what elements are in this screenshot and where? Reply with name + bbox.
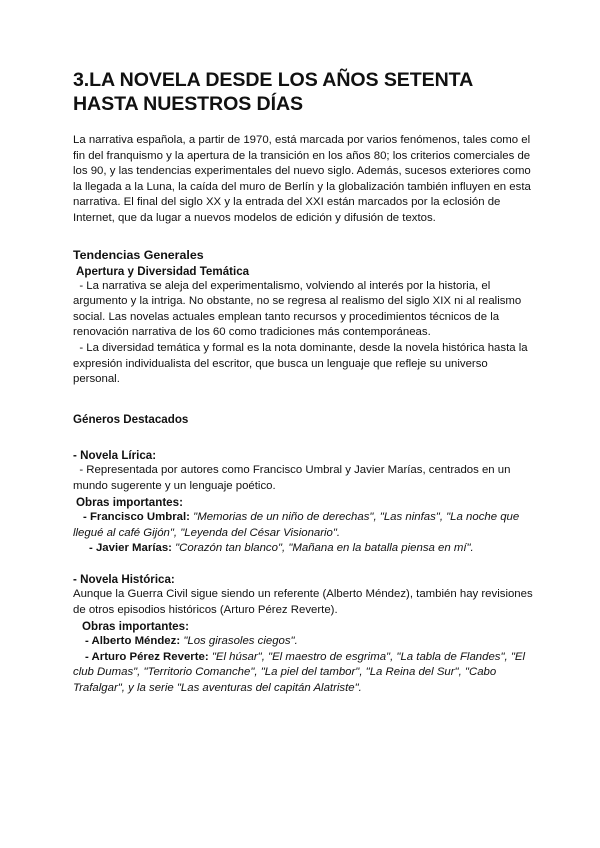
intro-paragraph: La narrativa española, a partir de 1970, está marcada por varios fenómenos, tales como el fin del franquismo y la apertura de la transición en los años 80; los criterios comerciales de los 90, y las tendencias experimentales del nuevo siglo. Además, sucesos exteriores como la llegada a la Luna, la caída del muro de Berlín y la globalización también influyen en esta narrativa. El final del siglo XX y la entrada del XXI están marcados por la eclosión de Internet, que da lugar a nuevos modelos de edición y difusión de textos. <box>73 134 531 224</box>
novela-lirica-heading: - Novela Lírica: <box>73 448 157 462</box>
marias-author: - Javier Marías: <box>89 542 172 555</box>
umbral-works-entry <box>73 510 533 541</box>
marias-works-entry <box>73 541 533 557</box>
tendencias-paragraph-1: - La narrativa se aleja del experimentalismo, volviendo al interés por la historia, el argumento y la intriga. No obstante, no se regresa al realismo del siglo XIX ni al realismo social. Las novelas actuales emplean tanto recursos y procedimientos técnicos de la renovación narrativa de los 60 como tradiciones más contemporáneas. <box>73 279 525 339</box>
novela-historica-description: Aunque la Guerra Civil sigue siendo un referente (Alberto Méndez), también hay revisiones de otros episodios históricos (Arturo Pérez Reverte). <box>73 588 533 617</box>
title-line-2: HASTA NUESTROS DÍAS <box>73 93 303 115</box>
tendencias-heading: Tendencias Generales <box>73 247 204 262</box>
page-title <box>73 68 533 116</box>
umbral-author: - Francisco Umbral: <box>83 511 190 524</box>
tendencias-paragraph-2: - La diversidad temática y formal es la nota dominante, desde la novela histórica hasta la expresión individualista del escritor, que busca un lenguaje que refleje su universo personal. <box>73 341 531 386</box>
marias-works: "Corazón tan blanco", "Mañana en la batalla piensa en mí". <box>175 542 474 555</box>
mendez-works: "Los girasoles ciegos". <box>183 635 298 648</box>
mendez-author: - Alberto Méndez: <box>85 635 181 648</box>
lirica-obras-label: Obras importantes: <box>76 495 183 509</box>
title-line-1: 3.LA NOVELA DESDE LOS AÑOS SETENTA <box>73 69 474 91</box>
reverte-author: - Arturo Pérez Reverte: <box>85 650 209 663</box>
mendez-works-entry <box>73 634 533 650</box>
reverte-works-entry <box>73 650 533 697</box>
historica-obras-label: Obras importantes: <box>82 619 189 633</box>
novela-lirica-description: - Representada por autores como Francisco Umbral y Javier Marías, centrados en un mundo sugerente y un lenguaje poético. <box>73 464 514 492</box>
document-page <box>73 68 533 697</box>
novela-historica-heading: - Novela Histórica: <box>73 572 175 586</box>
apertura-subheading: Apertura y Diversidad Temática <box>76 264 250 278</box>
reverte-works: "El húsar", "El maestro de esgrima", "La tabla de Flandes", "El club Dumas", "Territorio Comanche", "La piel del tambor", "La Reina del Sur", "Cabo Trafalgar", y la serie "Las aventuras del capitán Alatriste". <box>73 650 526 695</box>
generos-heading: Géneros Destacados <box>73 412 189 426</box>
umbral-works: "Memorias de un niño de derechas", "Las ninfas", "La noche que llegué al café Gijón", "Leyenda del César Visionario". <box>73 511 520 539</box>
